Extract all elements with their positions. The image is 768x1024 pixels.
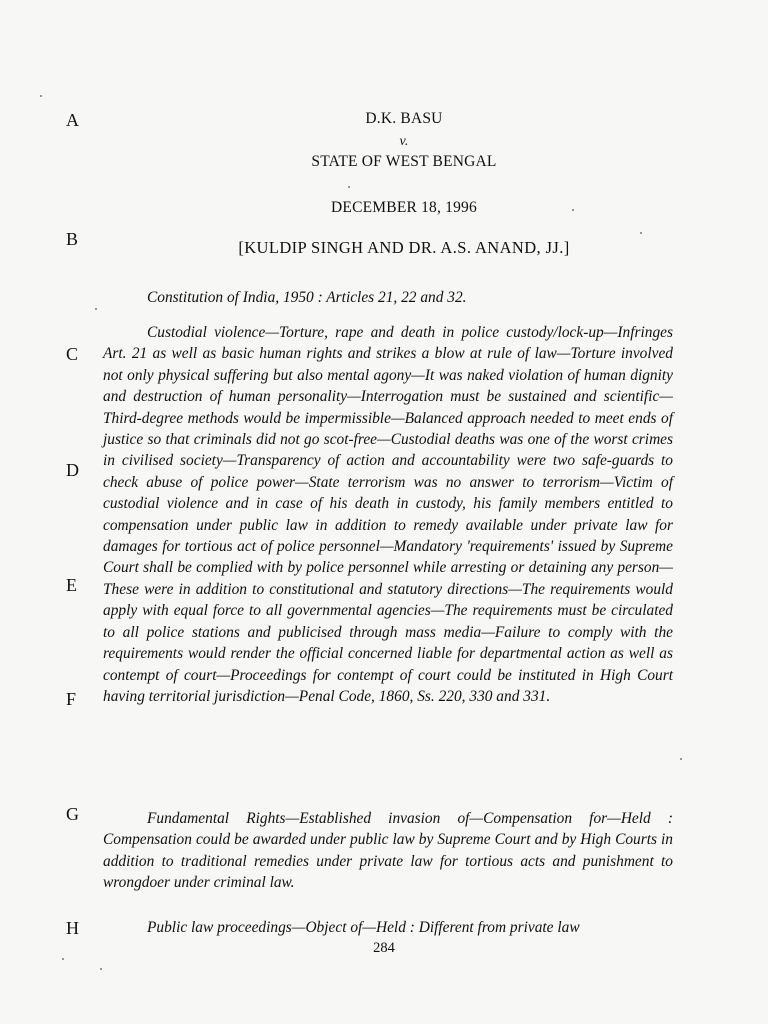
scan-speck bbox=[640, 232, 642, 234]
margin-marker-h: H bbox=[66, 918, 79, 938]
scan-speck bbox=[62, 958, 64, 960]
scan-speck bbox=[40, 95, 42, 97]
case-petitioner: D.K. BASU bbox=[365, 110, 443, 127]
margin-marker-g: G bbox=[66, 804, 79, 824]
judgment-date: DECEMBER 18, 1996 bbox=[331, 199, 477, 216]
scan-speck bbox=[100, 968, 102, 970]
margin-marker-b: B bbox=[66, 229, 79, 249]
margin-marker-c: C bbox=[66, 344, 79, 364]
headnote-public-law: Public law proceedings—Object of—Held : Different from private law bbox=[147, 919, 580, 936]
bench-judges: [KULDIP SINGH AND DR. A.S. ANAND, JJ.] bbox=[238, 238, 570, 257]
margin-marker-f: F bbox=[66, 689, 77, 709]
scan-speck bbox=[572, 209, 574, 211]
margin-marker-e: E bbox=[66, 575, 77, 595]
scan-speck bbox=[348, 186, 350, 188]
scan-speck bbox=[680, 758, 682, 760]
case-versus: v. bbox=[399, 134, 409, 149]
statute-line: Constitution of India, 1950 : Articles 21, 22 and 32. bbox=[147, 289, 467, 306]
margin-marker-d: D bbox=[66, 460, 79, 480]
case-respondent: STATE OF WEST BENGAL bbox=[311, 153, 497, 170]
headnote-custodial-violence: Custodial violence—Torture, rape and death in police custody/lock-up—Infringes Art. 21 as well as basic human rights and strikes a blow at rule of law—Torture involved not only physical suffering but also mental agony—It was naked violation of human dignity and destruction of human personality—Interrogation must be sustained and scientific—Third-degree methods would be impermissible—Balanced approach needed to meet ends of justice so that criminals did not go scot-free—Custodial deaths was one of the worst crimes in civilised society—Transparency of action and accountability were two safe-guards to check abuse of police power—State terrorism was no answer to terrorism—Victim of custodial violence and in case of his death in custody, his family members entitled to compensation under public law in addition to remedy available under private law for damages for tortious act of police personnel—Mandatory 'requirements' issued by Supreme Court shall be complied with by police personnel while arresting or detaining any person—These were in addition to constitutional and statutory directions—The requirements would apply with equal force to all governmental agencies—The requirements must be circulated to all police stations and publicised through mass media—Failure to comply with the requirements would render the official concerned liable for departmental action as well as contempt of court—Proceedings for contempt of court could be instituted in High Court having territorial jurisdiction—Penal Code, 1860, Ss. 220, 330 and 331. bbox=[103, 324, 673, 705]
scan-speck bbox=[95, 308, 97, 310]
margin-marker-a: A bbox=[66, 110, 79, 130]
headnote-fundamental-rights: Fundamental Rights—Established invasion of—Compensation for—Held : Compensation could be awarded under public law by Supreme Court and by High Courts in addition to traditional remedies under private law for tortious acts and punishment to wrongdoer under criminal law. bbox=[103, 810, 673, 892]
page-number: 284 bbox=[373, 940, 395, 956]
